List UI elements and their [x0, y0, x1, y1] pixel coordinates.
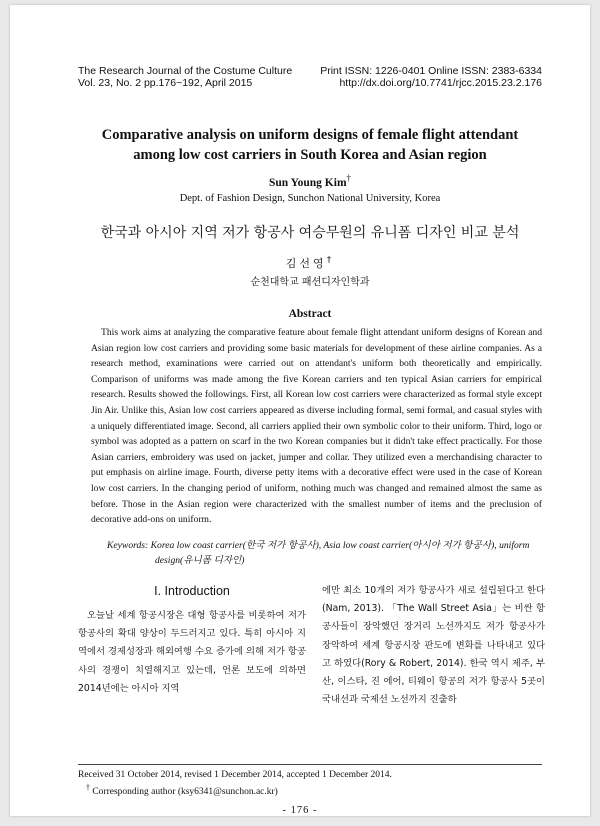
page-number: - 176 -: [282, 805, 318, 816]
paper-page: [10, 5, 590, 816]
corresponding-text: Corresponding author (ksy6341@sunchon.ac.kr): [92, 787, 278, 798]
received-note: Received 31 October 2014, revised 1 December 2014, accepted 1 December 2014.: [78, 770, 392, 780]
title-line-1: Comparative analysis on uniform designs of female flight attendant: [101, 127, 519, 143]
author-name-text: Sun Young Kim: [268, 176, 347, 189]
title-line-2: among low cost carriers in South Korea and Asian region: [133, 147, 487, 163]
keywords: [107, 539, 542, 568]
korean-affiliation: 순천대학교 패션디자인학과: [250, 277, 370, 288]
korean-author: [78, 255, 542, 271]
keywords-label: Keywords:: [107, 540, 149, 551]
keywords-line-1: Korea low coast carrier(한국 저가 항공사), Asia low coast carrier(아시아 저가 항공사), uniform: [150, 540, 530, 551]
left-column-text: 오늘날 세계 항공시장은 대형 항공사를 비롯하여 저가 항공사의 확대 양상이 두드러지고 있다. 특히 아시아 지역에서 경제성장과 해외여행 수요 증가에 의해 저가 항공사의 경쟁이 치열해지고 있는데, 언론 보도에 의하면 2014년에는 아시아 지역: [78, 610, 306, 694]
abstract-heading: Abstract: [288, 308, 332, 320]
keywords-line-2: design(유니폼 디자인): [155, 554, 245, 566]
corresponding-dagger: †: [86, 783, 90, 792]
section-heading: I. Introduction: [154, 584, 230, 598]
journal-name: The Research Journal of the Costume Culture: [78, 65, 293, 77]
left-column: [78, 583, 306, 698]
korean-author-dagger: †: [326, 255, 335, 266]
right-column: [322, 582, 545, 709]
right-column-text: 에만 최소 10개의 저가 항공사가 새로 설립된다고 한다(Nam, 2013). 「The Wall Street Asia」는 비싼 항공사들이 장악했던 장거리 노선까지도 저가 항공사가 장악하여 세계 항공시장 판도에 변화를 나타내고 있다고 하였다(Rory & Robert, 2014). 한국 역시 제주, 부산, 이스타, 진 에어, 티웨이 항공의 저가 항공사 5곳이 국내선과 국제선 노선까지 진출하: [322, 585, 545, 706]
footnote-divider: [78, 764, 542, 765]
korean-title: 한국과 아시아 지역 저가 항공사 여승무원의 유니폼 디자인 비교 분석: [100, 225, 520, 241]
author-dagger: †: [346, 173, 352, 183]
doi-link[interactable]: http://dx.doi.org/10.7741/rjcc.2015.23.2.176: [339, 77, 542, 89]
korean-author-text: 김선영: [285, 257, 327, 270]
paper-title: [78, 125, 542, 165]
author-name: [78, 173, 542, 189]
corresponding-note: [86, 782, 542, 798]
abstract-body: This work aims at analyzing the comparative feature about female flight attendant uniform designs of Korean and Asian region low cost carriers and providing some basic materials for development of these airline companies. As a research method, examinations were carried out on attendant's uniform both theoretically and empirically. Comparison of uniforms was made among the five Korean carriers and ten typical Asian carriers for empirical research. Results showed the followings. First, all Korean low cost carriers were characterized as formal style except Jin Air. Unlike this, Asian low cost carriers appeared as diverse including formal, semi formal, and casual styles with a uniquely differentiated image. Second, all carriers applied their own symbolic color to their uniform. Third, logo or symbol was adopted as a pattern on scarf in the two Korean companies but it didn't take effect practically. For those Asian carriers, embroidery was used on jacket, jumper and collar. They utilized even a merchandising character to put emphasis on airline image. Fourth, diverse petty items with a decorative effect were used in the case of Korean low cost carriers. In the changing period of uniform, nothing much was changed and remained almost the same as before. Those in the Asian region were characterized with the smallest number of items and the preclusion of decorative add-ons on uniform.: [91, 327, 542, 526]
issn-info: Print ISSN: 1226-0401 Online ISSN: 2383-6334: [320, 65, 542, 77]
volume-info: Vol. 23, No. 2 pp.176~192, April 2015: [78, 77, 253, 89]
author-affiliation: Dept. of Fashion Design, Sunchon National University, Korea: [179, 193, 441, 204]
